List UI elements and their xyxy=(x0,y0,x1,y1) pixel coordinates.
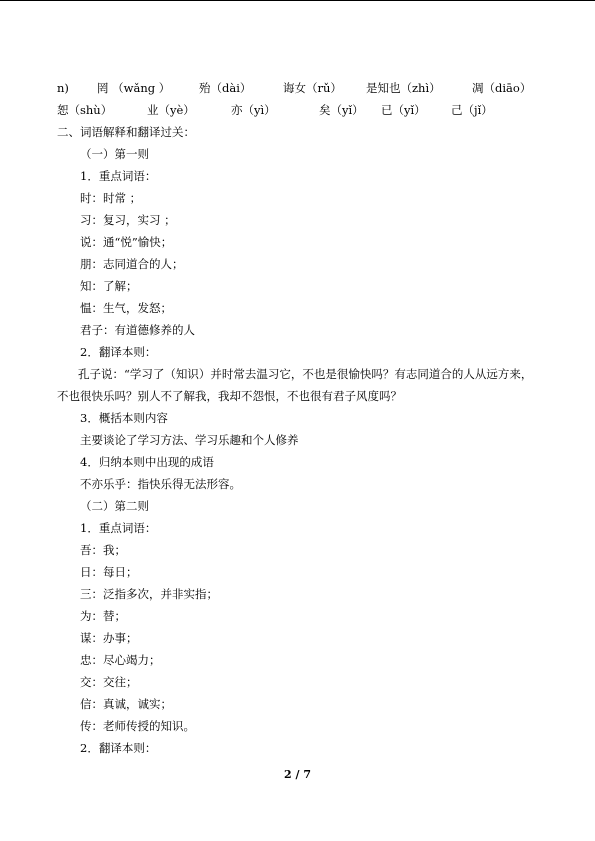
vocab-item: 吾：我； xyxy=(80,543,126,557)
pinyin-item: 矣（yǐ） xyxy=(319,103,364,117)
pinyin-item: 是知也（zhì） xyxy=(366,81,441,95)
pinyin-item: 已（yǐ） xyxy=(381,103,426,117)
vocab-item: 习：复习，实习 ； xyxy=(80,213,176,227)
vocab-item: 交：交往； xyxy=(80,675,138,689)
pinyin-item: 业（yè） xyxy=(147,103,195,117)
vocab-item: 三：泛指多次，并非实指； xyxy=(80,587,218,601)
vocab-item: 知：了解； xyxy=(80,279,138,293)
part2-title: （二）第二则 xyxy=(80,499,149,513)
pinyin-item: 殆（dài） xyxy=(199,81,252,95)
pinyin-item: 诲女（rǔ） xyxy=(283,81,342,95)
vocab-item: 日：每日； xyxy=(80,565,138,579)
section-heading: 二、词语解释和翻译过关： xyxy=(57,125,195,139)
vocab-item: 愠：生气，发怒； xyxy=(80,301,172,315)
vocab-item: 传：老师传授的知识。 xyxy=(80,719,195,733)
vocab-item: 谋：办事； xyxy=(80,631,138,645)
vocab-item: 说：通“悦”愉快； xyxy=(80,235,173,249)
pinyin-item: 己（jǐ） xyxy=(451,103,493,117)
pinyin-item: 亦（yì） xyxy=(231,103,276,117)
page-number: 2 / 7 xyxy=(284,768,311,781)
vocab-item: 信：真诚，诚实； xyxy=(80,697,172,711)
pinyin-item: 凋（diāo） xyxy=(472,81,532,95)
top-rule xyxy=(0,0,595,1)
pinyin-item: n) xyxy=(57,81,69,95)
part1-translation: 孔子说：“学习了（知识）并时常去温习它，不也是很愉快吗？有志同道合的人从远方来，不也很快乐吗？别人不了解我，我却不怨恨，不也很有君子风度吗？ xyxy=(57,367,533,403)
vocab-item: 为：替； xyxy=(80,609,126,623)
vocab-item: 忠：尽心竭力； xyxy=(80,653,161,667)
vocab-item: 时：时常 ； xyxy=(80,191,142,205)
vocab-item: 君子：有道德修养的人 xyxy=(80,323,195,337)
pinyin-item: 罔 （wǎng ） xyxy=(97,81,171,95)
part1-vocab-heading: 1．重点词语： xyxy=(80,169,157,183)
part1-translate-heading: 2．翻译本则： xyxy=(80,345,157,359)
part2-translate-heading: 2．翻译本则： xyxy=(80,741,157,755)
part1-title: （一）第一则 xyxy=(80,147,149,161)
part1-idiom-heading: 4．归纳本则中出现的成语 xyxy=(80,455,214,469)
part2-vocab-heading: 1．重点词语： xyxy=(80,521,157,535)
part1-summary-heading: 3．概括本则内容 xyxy=(80,411,168,425)
part1-summary: 主要谈论了学习方法、学习乐趣和个人修养 xyxy=(80,433,299,447)
pinyin-item: 恕（shù） xyxy=(57,103,113,117)
part1-idiom: 不亦乐乎：指快乐得无法形容。 xyxy=(80,477,241,491)
vocab-item: 朋：志同道合的人； xyxy=(80,257,184,271)
